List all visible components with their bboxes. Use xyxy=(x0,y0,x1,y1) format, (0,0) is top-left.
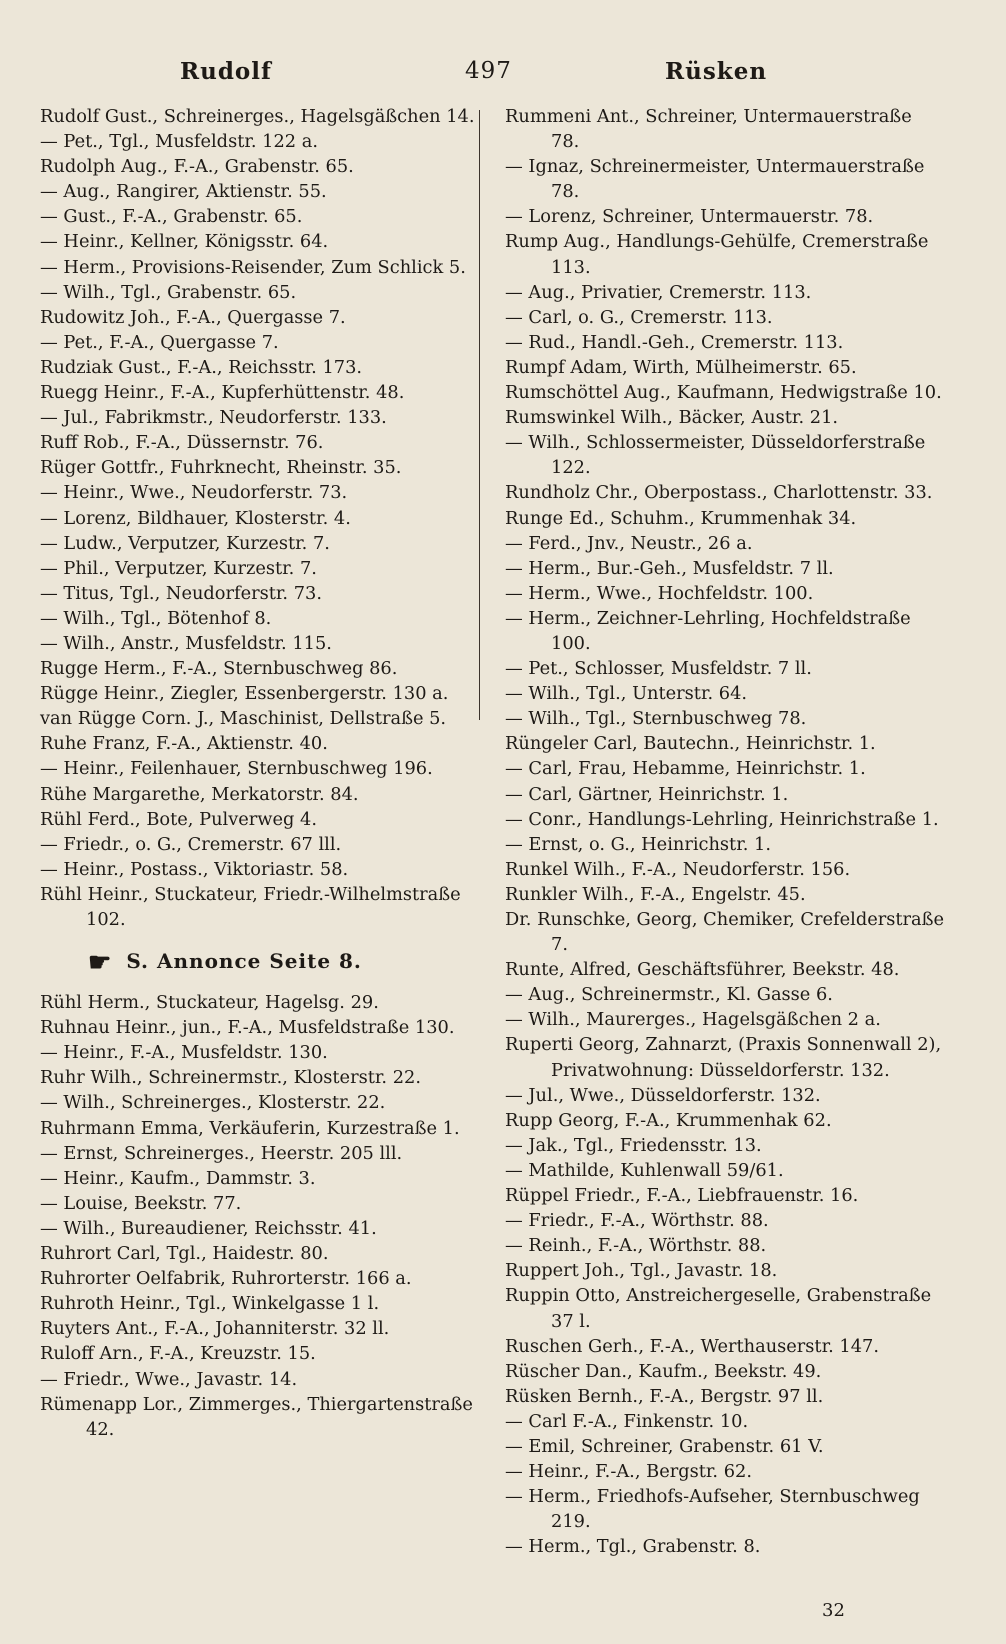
right-column xyxy=(505,104,945,1559)
directory-entry: Rudolf Gust., Schreinerges., Hagelsgäßchen 14. xyxy=(40,106,475,127)
left-column xyxy=(40,104,480,1442)
directory-entry: Rügge Heinr., Ziegler, Essenbergerstr. 130 a. xyxy=(40,683,449,705)
directory-entry: Rumswinkel Wilh., Bäcker, Austr. 21. xyxy=(505,407,839,429)
directory-entry: — Gust., F.-A., Grabenstr. 65. xyxy=(40,206,303,228)
header-page-number: 497 xyxy=(465,58,512,84)
directory-entry: — Titus, Tgl., Neudorferstr. 73. xyxy=(40,582,323,604)
header-right-keyword: Rüsken xyxy=(665,58,768,85)
directory-entry: — Pet., Schlosser, Musfeldstr. 7 ll. xyxy=(505,658,812,680)
directory-entry: — Herm., Wwe., Hochfeldstr. 100. xyxy=(505,582,814,604)
directory-entry: Ruegg Heinr., F.-A., Kupferhüttenstr. 48. xyxy=(40,382,405,404)
directory-entry: Dr. Runschke, Georg, Chemiker, Crefelderstraße 7. xyxy=(505,909,945,956)
header-left-keyword: Rudolf xyxy=(180,58,272,85)
directory-entry: — Jul., Fabrikmstr., Neudorferstr. 133. xyxy=(40,407,387,429)
directory-entry: — Rud., Handl.-Geh., Cremerstr. 113. xyxy=(505,331,844,353)
directory-entry: Ruhrort Carl, Tgl., Haidestr. 80. xyxy=(40,1243,329,1265)
directory-entry: — Lorenz, Bildhauer, Klosterstr. 4. xyxy=(40,507,351,529)
directory-entry: — Wilh., Anstr., Musfeldstr. 115. xyxy=(40,632,332,654)
directory-entry: Rudolph Aug., F.-A., Grabenstr. 65. xyxy=(40,156,354,178)
footer-page-number: 32 xyxy=(822,1600,845,1621)
directory-entry: — Emil, Schreiner, Grabenstr. 61 V. xyxy=(505,1435,824,1457)
directory-entry: Runte, Alfred, Geschäftsführer, Beekstr. 48. xyxy=(505,959,900,981)
directory-entry: Rüppel Friedr., F.-A., Liebfrauenstr. 16. xyxy=(505,1185,859,1207)
directory-entry: — Herm., Bur.-Geh., Musfeldstr. 7 ll. xyxy=(505,557,834,579)
pointing-hand-icon: ☛ xyxy=(88,948,113,979)
directory-entry: Rüsken Bernh., F.-A., Bergstr. 97 ll. xyxy=(505,1385,824,1407)
directory-entry: — Wilh., Bureaudiener, Reichsstr. 41. xyxy=(40,1217,377,1239)
directory-entry: Rudziak Gust., F.-A., Reichsstr. 173. xyxy=(40,356,363,378)
directory-entry: — Aug., Rangirer, Aktienstr. 55. xyxy=(40,181,327,203)
directory-entry: — Louise, Beekstr. 77. xyxy=(40,1192,242,1214)
directory-entry: — Ernst, o. G., Heinrichstr. 1. xyxy=(505,833,772,855)
directory-entry: Ruff Rob., F.-A., Düssernstr. 76. xyxy=(40,432,324,454)
directory-entry: — Carl, Gärtner, Heinrichstr. 1. xyxy=(505,783,789,805)
directory-entry: Ruppin Otto, Anstreichergeselle, Grabenstraße 37 l. xyxy=(505,1285,932,1332)
directory-entry: — Heinr., Postass., Viktoriastr. 58. xyxy=(40,858,349,880)
directory-entry: Rüngeler Carl, Bautechn., Heinrichstr. 1. xyxy=(505,733,876,755)
directory-entry: Rühl Herm., Stuckateur, Hagelsg. 29. xyxy=(40,992,379,1014)
directory-entry: Rühl Ferd., Bote, Pulverweg 4. xyxy=(40,808,318,830)
directory-entry: Ruhe Franz, F.-A., Aktienstr. 40. xyxy=(40,733,328,755)
directory-entry: Rumpf Adam, Wirth, Mülheimerstr. 65. xyxy=(505,356,857,378)
directory-entry: — Friedr., o. G., Cremerstr. 67 lll. xyxy=(40,833,342,855)
directory-entry: — Pet., Tgl., Musfeldstr. 122 a. xyxy=(40,131,319,153)
directory-entry: — Carl F.-A., Finkenstr. 10. xyxy=(505,1410,749,1432)
directory-entry: Rump Aug., Handlungs-Gehülfe, Cremerstraße 113. xyxy=(505,231,929,278)
directory-entry: — Wilh., Tgl., Grabenstr. 65. xyxy=(40,281,297,303)
directory-entry: — Carl, o. G., Cremerstr. 113. xyxy=(505,306,773,328)
directory-entry: Ruppert Joh., Tgl., Javastr. 18. xyxy=(505,1260,778,1282)
annonce-notice xyxy=(40,932,480,990)
directory-entry: — Wilh., Schlossermeister, Düsseldorferstraße 122. xyxy=(505,432,926,479)
directory-entry: — Pet., F.-A., Quergasse 7. xyxy=(40,331,279,353)
directory-entry: — Heinr., Kaufm., Dammstr. 3. xyxy=(40,1167,316,1189)
directory-entry: — Lorenz, Schreiner, Untermauerstr. 78. xyxy=(505,206,874,228)
directory-entry: Ruhrmann Emma, Verkäuferin, Kurzestraße 1. xyxy=(40,1117,460,1139)
annonce-notice-text: S. Annonce Seite 8. xyxy=(126,949,362,974)
directory-entry: Ruyters Ant., F.-A., Johanniterstr. 32 ll. xyxy=(40,1318,390,1340)
directory-entry: — Ferd., Jnv., Neustr., 26 a. xyxy=(505,532,753,554)
directory-entry: — Heinr., F.-A., Bergstr. 62. xyxy=(505,1461,752,1483)
directory-entry: — Herm., Friedhofs-Aufseher, Sternbuschweg 219. xyxy=(505,1486,920,1533)
directory-entry: — Ludw., Verputzer, Kurzestr. 7. xyxy=(40,532,330,554)
directory-entry: Ruhnau Heinr., jun., F.-A., Musfeldstraße 130. xyxy=(40,1017,455,1039)
directory-entry: Rühe Margarethe, Merkatorstr. 84. xyxy=(40,783,359,805)
directory-entry: — Wilh., Maurerges., Hagelsgäßchen 2 a. xyxy=(505,1009,881,1031)
directory-entry: Rupp Georg, F.-A., Krummenhak 62. xyxy=(505,1109,832,1131)
directory-entry: — Ignaz, Schreinermeister, Untermauerstraße 78. xyxy=(505,156,925,203)
directory-entry: Rundholz Chr., Oberpostass., Charlottenstr. 33. xyxy=(505,482,933,504)
directory-entry: — Mathilde, Kuhlenwall 59/61. xyxy=(505,1159,784,1181)
directory-entry: Rudowitz Joh., F.-A., Quergasse 7. xyxy=(40,306,346,328)
directory-entry: — Heinr., Kellner, Königsstr. 64. xyxy=(40,231,329,253)
directory-entry: — Herm., Zeichner-Lehrling, Hochfeldstraße 100. xyxy=(505,607,911,654)
directory-entry: — Aug., Privatier, Cremerstr. 113. xyxy=(505,281,812,303)
directory-entry: — Wilh., Tgl., Bötenhof 8. xyxy=(40,607,272,629)
directory-entry: Runge Ed., Schuhm., Krummenhak 34. xyxy=(505,507,857,529)
directory-entry: — Wilh., Tgl., Unterstr. 64. xyxy=(505,683,748,705)
directory-entry: Ruschen Gerh., F.-A., Werthauserstr. 147. xyxy=(505,1335,880,1357)
directory-entry: Rüscher Dan., Kaufm., Beekstr. 49. xyxy=(505,1360,822,1382)
directory-entry: van Rügge Corn. J., Maschinist, Dellstraße 5. xyxy=(40,708,447,730)
directory-entry: Rühl Heinr., Stuckateur, Friedr.-Wilhelmstraße 102. xyxy=(40,883,461,930)
directory-entry: — Wilh., Schreinerges., Klosterstr. 22. xyxy=(40,1092,386,1114)
directory-entry: Ruhroth Heinr., Tgl., Winkelgasse 1 l. xyxy=(40,1293,380,1315)
directory-entry: — Carl, Frau, Hebamme, Heinrichstr. 1. xyxy=(505,758,866,780)
directory-entry: — Heinr., F.-A., Musfeldstr. 130. xyxy=(40,1042,328,1064)
directory-entry: Rüger Gottfr., Fuhrknecht, Rheinstr. 35. xyxy=(40,457,402,479)
directory-entry: — Jak., Tgl., Friedensstr. 13. xyxy=(505,1134,762,1156)
directory-entry: — Friedr., Wwe., Javastr. 14. xyxy=(40,1368,298,1390)
directory-entry: — Herm., Provisions-Reisender, Zum Schlick 5. xyxy=(40,256,466,278)
directory-entry: Ruperti Georg, Zahnarzt, (Praxis Sonnenwall 2), Privatwohnung: Düsseldorferstr. 132. xyxy=(505,1034,942,1081)
directory-entry: Ruhrorter Oelfabrik, Ruhrorterstr. 166 a. xyxy=(40,1268,412,1290)
directory-entry: — Aug., Schreinermstr., Kl. Gasse 6. xyxy=(505,984,833,1006)
directory-entry: Ruloff Arn., F.-A., Kreuzstr. 15. xyxy=(40,1343,316,1365)
directory-entry: — Heinr., Feilenhauer, Sternbuschweg 196. xyxy=(40,758,433,780)
page-header xyxy=(0,52,1006,92)
directory-entry: Rumschöttel Aug., Kaufmann, Hedwigstraße 10. xyxy=(505,382,942,404)
directory-entry: — Friedr., F.-A., Wörthstr. 88. xyxy=(505,1210,769,1232)
directory-entry: Rümenapp Lor., Zimmerges., Thiergartenstraße 42. xyxy=(40,1393,473,1440)
directory-entry: Runkel Wilh., F.-A., Neudorferstr. 156. xyxy=(505,858,851,880)
directory-entry: Runkler Wilh., F.-A., Engelstr. 45. xyxy=(505,883,806,905)
directory-entry: Ruhr Wilh., Schreinermstr., Klosterstr. 22. xyxy=(40,1067,421,1089)
directory-entry: Rummeni Ant., Schreiner, Untermauerstraße 78. xyxy=(505,106,912,153)
directory-entry: — Herm., Tgl., Grabenstr. 8. xyxy=(505,1536,761,1558)
directory-entry: — Reinh., F.-A., Wörthstr. 88. xyxy=(505,1235,767,1257)
directory-entry: — Ernst, Schreinerges., Heerstr. 205 lll. xyxy=(40,1142,403,1164)
directory-entry: — Wilh., Tgl., Sternbuschweg 78. xyxy=(505,708,807,730)
directory-entry: — Phil., Verputzer, Kurzestr. 7. xyxy=(40,557,317,579)
directory-entry: — Heinr., Wwe., Neudorferstr. 73. xyxy=(40,482,348,504)
directory-entry: — Jul., Wwe., Düsseldorferstr. 132. xyxy=(505,1084,821,1106)
directory-entry: Rugge Herm., F.-A., Sternbuschweg 86. xyxy=(40,658,398,680)
directory-entry: — Conr., Handlungs-Lehrling, Heinrichstraße 1. xyxy=(505,808,939,830)
